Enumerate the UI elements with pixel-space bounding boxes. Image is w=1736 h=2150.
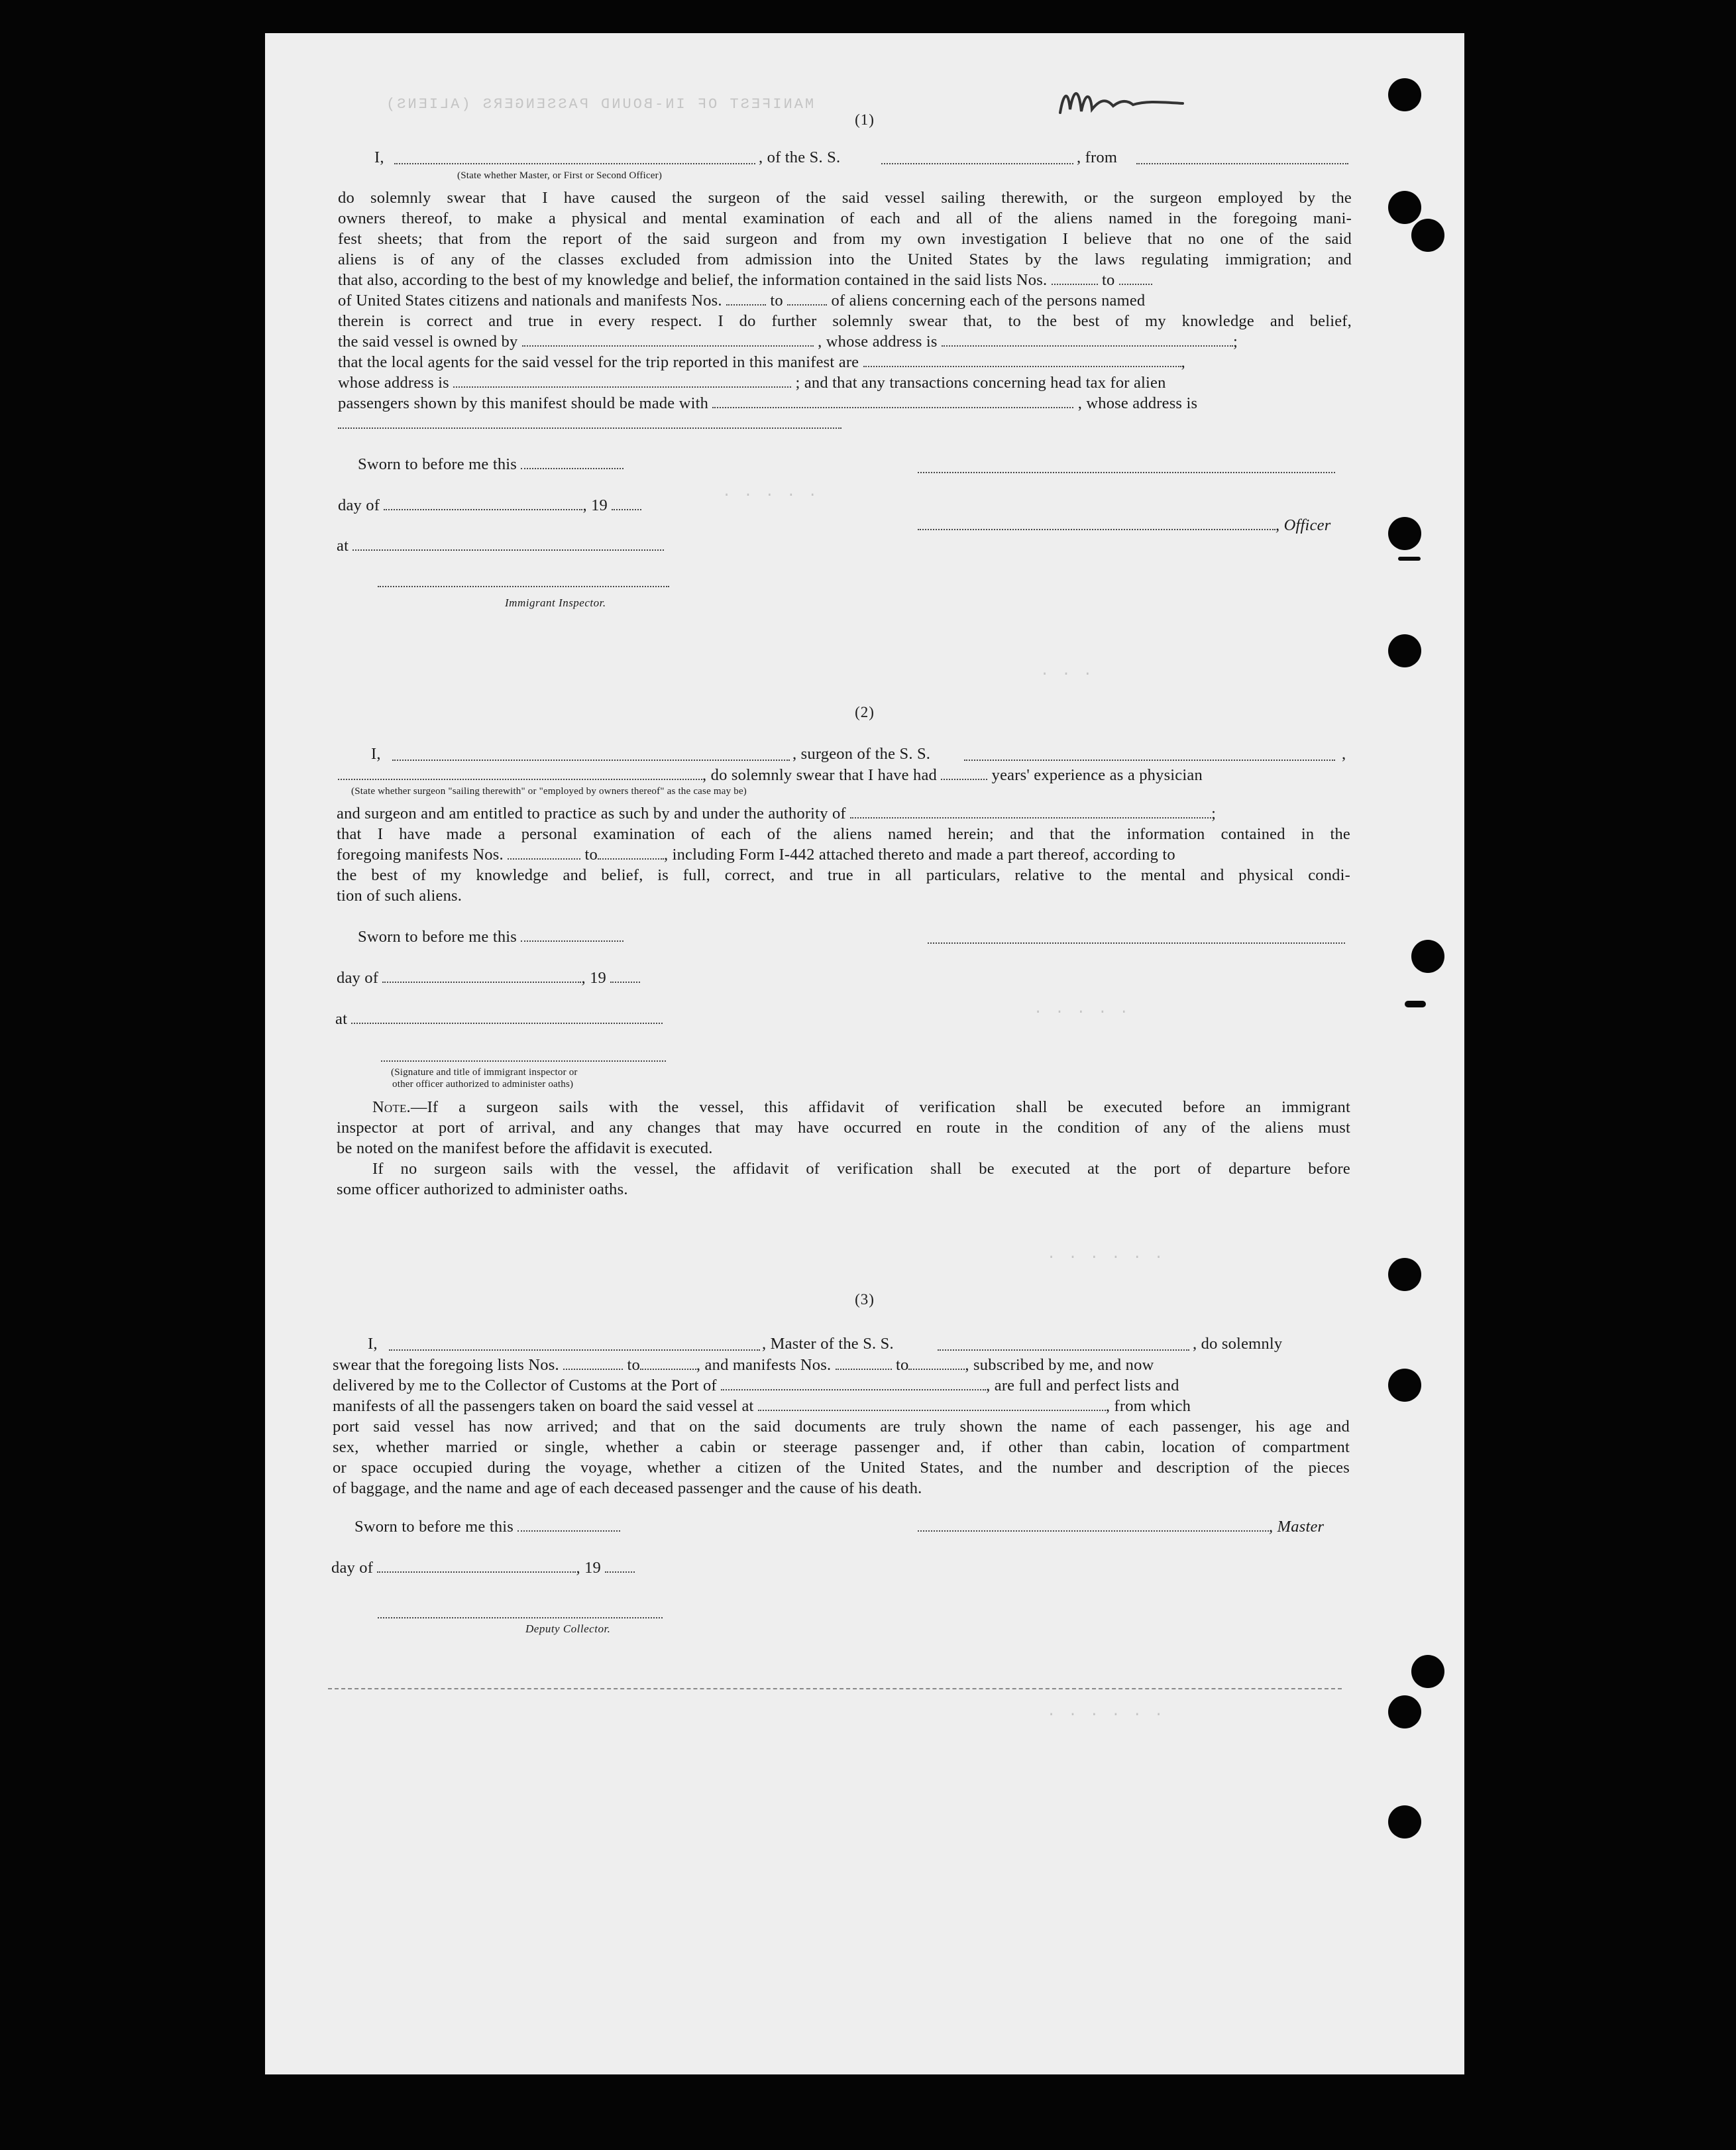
bleed-through: . . . . . (1034, 1001, 1130, 1017)
note-line: If no surgeon sails with the vessel, the affidavit of verification shall be executed at the port of departure before (372, 1160, 1350, 1178)
section-1-line: passengers shown by this manifest should be made with , whose address is (338, 394, 1198, 412)
section-1-line: the said vessel is owned by , whose address is ; (338, 333, 1238, 351)
master-signature: , Master (918, 1516, 1324, 1537)
at-line-2: at (335, 1009, 663, 1029)
section-1-line: therein is correct and true in every respect. I do further solemnly swear that, to the best of my knowledge and belief, (338, 312, 1352, 330)
note-line: some officer authorized to administer oaths. (337, 1180, 628, 1198)
section-3-line: or space occupied during the voyage, whether a citizen of the United States, and the number and description of the pieces (333, 1459, 1350, 1477)
bleed-through: . . . . . (722, 484, 819, 500)
signature-line (928, 941, 1345, 944)
section-1-line: fest sheets; that from the report of the said surgeon and from my own investigation I believe that no one of the said (338, 230, 1352, 248)
day-of-line-3: day of , 19 (331, 1557, 635, 1578)
bottom-rule (328, 1688, 1342, 1689)
section-2-swear-line: , do solemnly swear that I have had years' experience as a physician (338, 765, 1352, 785)
section-2-line: foregoing manifests Nos. to , including Form I-442 attached thereto and made a part thereof, according to (337, 846, 1175, 864)
section-1-line: of United States citizens and nationals and manifests Nos. to of aliens concerning each of the persons named (338, 292, 1146, 310)
section-3-line: manifests of all the passengers taken on board the said vessel at , from which (333, 1397, 1191, 1415)
document-page: MANIFEST OF IN-BOUND PASSENGERS (ALIENS) . . . . . . . . . . . . . . . . . . . . . . . . . (1) I, , of the S. S. , from (State whether Master, or First or Second Officer) do solemnly swear that I have caused the surgeon of the said vessel sailing therewith, or the surgeon employed by the owners thereof, to make a physical and mental examination of each and all of the aliens named in the foregoing mani- fest sheets; that from the report of the said surgeon and from my own investigation I believe that no one of the said aliens is of any of the classes excluded from admission into the United States by the laws regulating immigration; and that also, according to the best of my knowledge and belief, the information contained in the said lists Nos. to of United States citizens and nationals and manifests Nos. to of aliens concerning each of the persons named therein is correct and true in every respect. I do further solemnly swear that, to the best of my knowledge and belief, the said vessel is owned by , whose address is ; that the local agents for the said vessel for the trip reported in this manifest are , whose address is ; and that any transactions concerning head tax for alien passengers shown by this manifest should be made with , whose address is Sworn to before me this day of , 19 at Immigrant Inspector. , Officer (2) I, , surgeon of the S. S. , , do solemnly swear that I have had years' experience as a physician (State whether surgeon "sailing therewith" or "employed by owners thereof" as the case may be) and surgeon and am entitled to practice as such by and under the authority of ; that I have made a personal examination of each of the aliens named herein; and that the information contained in the foregoing manifests Nos. to , including Form I-442 attached thereto and made a part thereof, according to the best of my knowledge and belief, is full, correct, and true in all particulars, relative to the mental and physical condi- tion of such aliens. Sworn to before me this day of , 19 at (Signature and title of immigrant inspector or other officer authorized to administer oaths) Note.—If a surgeon sails with the vessel, this affidavit of verification shall be executed before an immigrant inspector at port of arrival, and any changes that may have occurred en route in the condition of any of the aliens must be noted on the manifest before the affidavit is executed. If no surgeon sails with the vessel, the affidavit of verification shall be executed at the port of departure before some officer authorized to administer oaths. (3) I, , Master of the S. S. , do solemnly swear that the foregoing lists Nos. to , and manifests Nos. to , subscribed by me, and now delivered by me to the Collector of Customs at the Port of , are full and perfect lists and manifests of all the passengers taken on board the said vessel at , from which port said vessel has now arrived; and that on the said documents are truly shown the name of each passenger, his age and sex, whether married or single, whether a cabin or steerage passenger and, if other than cabin, location of compartment or space occupied during the voyage, whether a citizen of the United States, and the number and description of the pieces of baggage, and the name and age of each deceased passenger and the cause of his death. Sworn to before me this , Master day of , 19 Deputy Collector. (265, 33, 1464, 2074)
note-label: Note. (372, 1098, 411, 1116)
deputy-collector-caption: Deputy Collector. (525, 1622, 611, 1635)
binder-hole (1388, 1369, 1421, 1402)
section-2-line: tion of such aliens. (337, 887, 462, 905)
section-3-line: of baggage, and the name and age of each deceased passenger and the cause of his death. (333, 1479, 922, 1497)
sig-note-1: (Signature and title of immigrant inspector or (391, 1067, 578, 1078)
section-3-body (333, 1355, 1350, 1499)
surgeon-state-note: (State whether surgeon "sailing therewith" or "employed by owners thereof" as the case may be) (351, 786, 747, 797)
section-1-line: whose address is ; and that any transactions concerning head tax for alien (338, 374, 1166, 392)
officer-note: (State whether Master, or First or Second Officer) (457, 170, 663, 181)
binder-hole (1411, 219, 1444, 252)
section-2-body (337, 803, 1350, 906)
binder-hole (1411, 940, 1444, 973)
bleed-through: . . . (1040, 663, 1095, 679)
section-1-line: that the local agents for the said vessel for the trip reported in this manifest are , (338, 353, 1185, 371)
note-line: inspector at port of arrival, and any changes that may have occurred en route in the condition of any of the aliens must (337, 1119, 1350, 1137)
at-line-1: at (337, 536, 664, 556)
binder-hole (1388, 1695, 1421, 1728)
binder-hole (1388, 517, 1421, 550)
section-1-line: aliens is of any of the classes excluded from admission into the United States by the laws regulating immigration; and (338, 251, 1352, 268)
section-3-line: delivered by me to the Collector of Customs at the Port of , are full and perfect lists and (333, 1377, 1179, 1394)
section-3-line: sex, whether married or single, whether a cabin or steerage passenger and, if other than cabin, location of compartment (333, 1438, 1350, 1456)
section-3-line: port said vessel has now arrived; and that on the said documents are truly shown the name of each passenger, his age and (333, 1418, 1350, 1436)
officer-signature: , Officer (918, 515, 1330, 536)
bleed-through: . . . . . . (1047, 1703, 1166, 1720)
section-1-line: that also, according to the best of my knowledge and belief, the information contained in the said lists Nos. to (338, 270, 1352, 290)
section-2-line: and surgeon and am entitled to practice as such by and under the authority of ; (337, 805, 1217, 822)
sig-note-2: other officer authorized to administer oaths) (392, 1079, 574, 1090)
section-1-body (338, 188, 1352, 434)
section-3-line: swear that the foregoing lists Nos. to , and manifests Nos. to , subscribed by me, and now (333, 1356, 1154, 1374)
section-1-line: do solemnly swear that I have caused the surgeon of the said vessel sailing therewith, or the surgeon employed by the (338, 189, 1352, 207)
note-line: be noted on the manifest before the affidavit is executed. (337, 1139, 713, 1157)
section-1-number: (1) (855, 111, 875, 128)
bleed-through: MANIFEST OF IN-BOUND PASSENGERS (ALIENS) (384, 96, 814, 113)
binder-hole (1388, 1805, 1421, 1839)
sworn-line-2: Sworn to before me this (358, 927, 624, 947)
note-block: Note.—If a surgeon sails with the vessel, this affidavit of verification shall be executed before an immigrant inspector at port of arrival, and any changes that may have occurred en route in the condition of any of the aliens must be noted on the manifest before the affidavit is executed. If no surgeon sails with the vessel, the affidavit of verification shall be executed at the port of departure before some officer authorized to administer oaths. (337, 1098, 1350, 1198)
sworn-line-3: Sworn to before me this (354, 1516, 620, 1537)
binder-hole (1388, 78, 1421, 111)
day-of-line-2: day of , 19 (337, 968, 640, 988)
binder-hole (1388, 1258, 1421, 1291)
section-1-line: owners thereof, to make a physical and mental examination of each and all of the aliens named in the foregoing mani- (338, 209, 1352, 227)
immigrant-inspector-caption: Immigrant Inspector. (505, 596, 606, 609)
sworn-line-1: Sworn to before me this (358, 454, 624, 475)
day-of-line-1: day of , 19 (338, 495, 641, 516)
section-2-line: that I have made a personal examination of each of the aliens named herein; and that the information contained in the (337, 825, 1350, 843)
section-3-number: (3) (855, 1291, 875, 1308)
binder-hole (1388, 191, 1421, 224)
bleed-through: . . . . . . (1047, 1246, 1166, 1263)
binder-hole (1388, 634, 1421, 667)
section-2-number: (2) (855, 704, 875, 720)
signature-line (918, 471, 1335, 473)
section-2-line: the best of my knowledge and belief, is full, correct, and true in all particulars, relative to the mental and physical condi- (337, 866, 1350, 884)
binder-hole (1411, 1655, 1444, 1688)
